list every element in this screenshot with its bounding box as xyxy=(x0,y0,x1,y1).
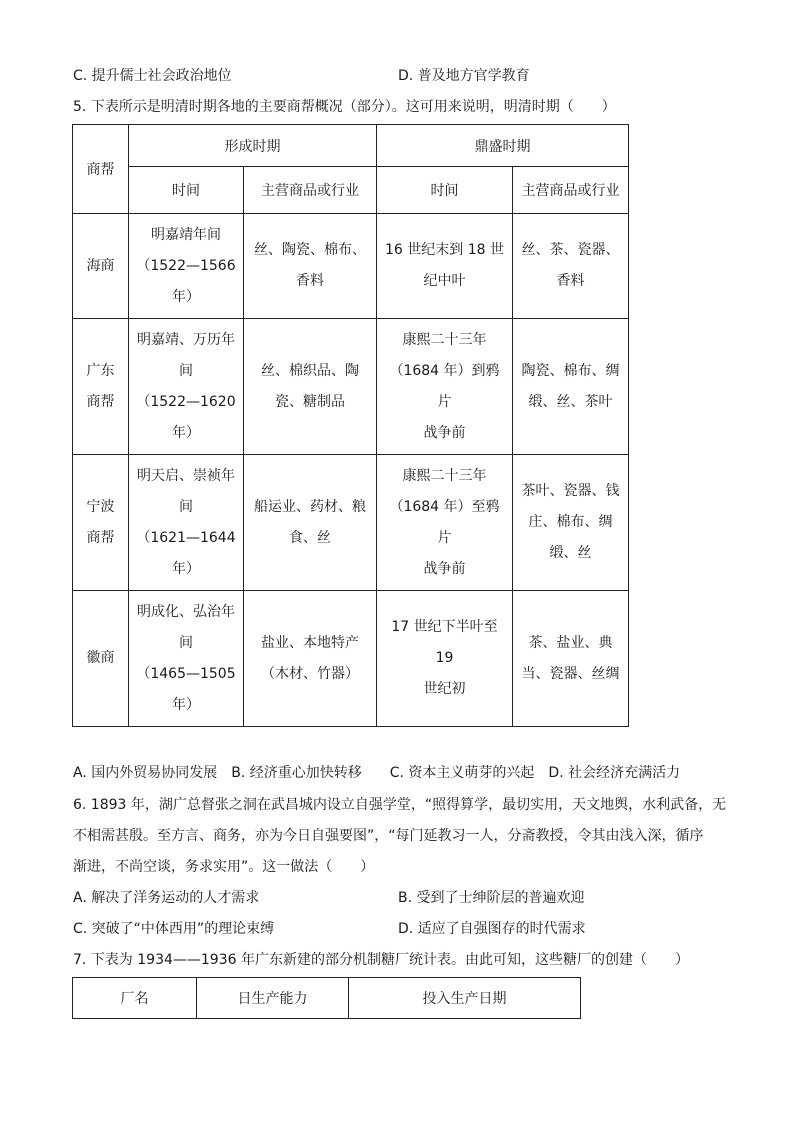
cell-line: 茶叶、瓷器、钱 xyxy=(521,483,620,499)
header-merchant: 商帮 xyxy=(73,125,129,214)
cell-line: 战争前 xyxy=(423,560,466,577)
q6-option-c: C. 突破了“中体西用”的理论束缚 xyxy=(73,921,275,937)
subheader-peak-goods: 主营商品或行业 xyxy=(513,167,629,214)
cell-line: 年） xyxy=(172,424,200,441)
cell-line: 17 世纪下半叶至 19 xyxy=(391,619,498,666)
table-row xyxy=(73,214,629,319)
cell-line: 徽商 xyxy=(86,650,115,666)
cell-line: （1522—1566 xyxy=(136,257,236,274)
cell-merchant-name xyxy=(73,214,129,319)
cell-formation-goods xyxy=(244,455,377,591)
cell-line: 战争前 xyxy=(423,424,466,441)
cell-line: 年） xyxy=(172,696,200,713)
cell-peak-goods xyxy=(513,319,629,455)
q6-stem-line-2: 不相需甚殷。至方言、商务，亦为今日自强要图”，“每门延教习一人，分斋教授，令其由浅入深，循序 xyxy=(73,828,704,844)
table-row xyxy=(73,455,629,591)
cell-peak-goods xyxy=(513,591,629,727)
cell-peak-time xyxy=(377,319,513,455)
cell-peak-time xyxy=(377,591,513,727)
cell-line: （1522—1620 xyxy=(136,393,236,410)
cell-formation-time xyxy=(129,455,244,591)
cell-peak-goods xyxy=(513,455,629,591)
header-formation: 形成时期 xyxy=(129,125,377,167)
cell-line: （1621—1644 xyxy=(136,529,236,546)
subheader-formation-goods: 主营商品或行业 xyxy=(244,167,377,214)
cell-line: 16 世纪末到 18 世 xyxy=(385,242,504,258)
cell-line: 海商 xyxy=(86,257,115,274)
q5-options: A. 国内外贸易协同发展 B. 经济重心加快转移 C. 资本主义萌芽的兴起 D. 社会经济充满活力 xyxy=(73,765,681,781)
q4-option-d: D. 普及地方官学教育 xyxy=(398,68,530,84)
q6-option-b: B. 受到了士绅阶层的普遍欢迎 xyxy=(398,890,585,906)
q7-stem: 7. 下表为 1934——1936 年广东新建的部分机制糖厂统计表。由此可知，这些糖厂的创建（ ） xyxy=(73,952,689,968)
cell-line: （1465—1505 xyxy=(136,665,236,682)
cell-line: 陶瓷、棉布、绸 xyxy=(521,362,620,379)
cell-line: 庄、棉布、绸 xyxy=(528,514,613,530)
cell-line: 明嘉靖、万历年 xyxy=(137,331,235,348)
cell-line: 间 xyxy=(179,362,193,379)
cell-line: （木材、竹器） xyxy=(261,665,359,682)
cell-line: 商帮 xyxy=(86,529,115,546)
q6-stem-line-1: 6. 1893 年，湖广总督张之洞在武昌城内设立自强学堂，“照得算学，最切实用，天文地舆，水利武备，无 xyxy=(73,797,727,813)
q6-option-a: A. 解决了洋务运动的人才需求 xyxy=(73,890,260,906)
cell-peak-goods xyxy=(513,214,629,319)
cell-line: 间 xyxy=(179,634,193,651)
cell-line: 年） xyxy=(172,560,200,577)
cell-line: 年） xyxy=(172,288,200,305)
table-row xyxy=(73,591,629,727)
cell-peak-time xyxy=(377,455,513,591)
cell-line: 间 xyxy=(179,498,193,515)
q4-option-c: C. 提升儒士社会政治地位 xyxy=(73,68,232,84)
cell-line: 明嘉靖年间 xyxy=(151,226,221,243)
cell-formation-goods xyxy=(244,319,377,455)
cell-formation-goods xyxy=(244,591,377,727)
cell-line: 丝、茶、瓷器、 xyxy=(521,242,620,258)
q5-stem: 5. 下表所示是明清时期各地的主要商帮概况（部分）。这可用来说明，明清时期（ ） xyxy=(73,99,616,115)
merchant-table xyxy=(72,124,629,727)
cell-merchant-name xyxy=(73,591,129,727)
cell-line: 商帮 xyxy=(86,393,115,410)
cell-formation-time xyxy=(129,591,244,727)
cell-merchant-name xyxy=(73,319,129,455)
subheader-peak-time: 时间 xyxy=(377,167,513,214)
cell-line: 丝、陶瓷、棉布、 xyxy=(254,242,366,258)
sugar-factory-table xyxy=(72,977,581,1019)
cell-line: 纪中叶 xyxy=(423,273,466,289)
header-factory-name: 厂名 xyxy=(73,978,197,1019)
header-start-date: 投入生产日期 xyxy=(349,978,581,1019)
cell-line: 缎、丝、茶叶 xyxy=(528,393,613,410)
cell-line: 宁波 xyxy=(86,498,115,515)
cell-peak-time xyxy=(377,214,513,319)
cell-formation-time xyxy=(129,214,244,319)
cell-merchant-name xyxy=(73,455,129,591)
cell-line: 明天启、崇祯年 xyxy=(137,467,235,484)
cell-line: 康熙二十三年 xyxy=(402,467,487,484)
cell-line: 康熙二十三年 xyxy=(402,331,487,348)
q6-stem-line-3: 渐进，不尚空谈，务求实用”。这一做法（ ） xyxy=(73,859,375,875)
cell-line: 香料 xyxy=(556,273,585,289)
table-row xyxy=(73,319,629,455)
cell-line: （1684 年）到鸦片 xyxy=(389,362,500,410)
cell-line: 盐业、本地特产 xyxy=(261,634,359,651)
cell-line: 明成化、弘治年 xyxy=(137,603,235,620)
cell-formation-time xyxy=(129,319,244,455)
header-daily-capacity: 日生产能力 xyxy=(197,978,349,1019)
cell-line: 船运业、药材、粮 xyxy=(254,498,366,515)
q6-option-d: D. 适应了自强图存的时代需求 xyxy=(398,921,586,937)
cell-line: 瓷、糖制品 xyxy=(275,393,345,410)
header-peak: 鼎盛时期 xyxy=(377,125,629,167)
cell-formation-goods xyxy=(244,214,377,319)
cell-line: 食、丝 xyxy=(289,529,331,546)
cell-line: 世纪初 xyxy=(423,681,466,697)
cell-line: 广东 xyxy=(86,362,115,379)
cell-line: （1684 年）至鸦片 xyxy=(389,498,500,546)
cell-line: 缎、丝 xyxy=(549,545,592,561)
subheader-formation-time: 时间 xyxy=(129,167,244,214)
cell-line: 丝、棉织品、陶 xyxy=(261,362,359,379)
cell-line: 当、瓷器、丝绸 xyxy=(521,665,620,682)
cell-line: 香料 xyxy=(296,273,324,289)
cell-line: 茶、盐业、典 xyxy=(528,634,613,651)
